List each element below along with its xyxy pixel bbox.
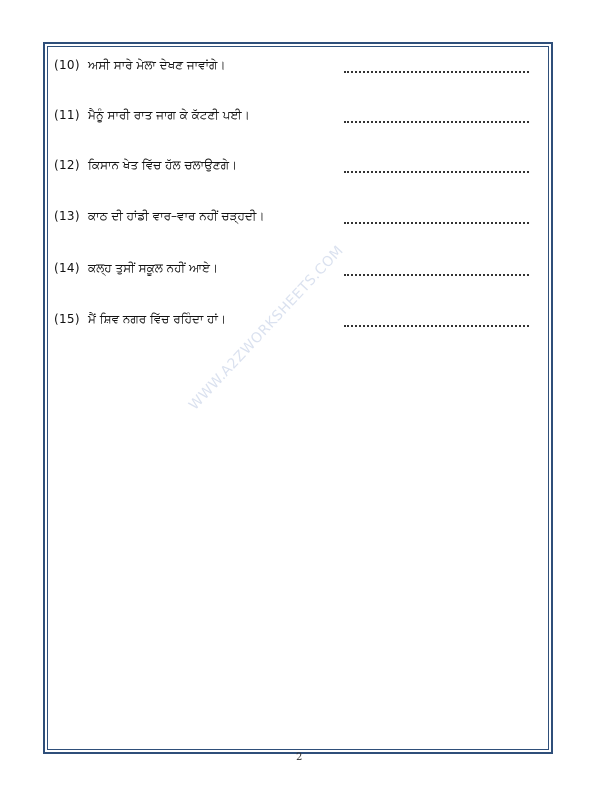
answer-line[interactable]	[344, 212, 529, 224]
answer-line[interactable]	[344, 264, 529, 276]
page-number: 2	[296, 752, 303, 763]
exercise-row	[54, 312, 534, 332]
answer-line[interactable]	[344, 61, 529, 73]
exercise-row	[54, 108, 534, 128]
exercise-row	[54, 209, 534, 229]
exercise-sentence: ਮੈਂ ਸ਼ਿਵ ਨਗਰ ਵਿੱਚ ਰਹਿੰਦਾ ਹਾਂ।	[88, 312, 226, 326]
watermark: WWW.A2ZWORKSHEETS.COM	[186, 242, 347, 414]
exercise-number: (13)	[54, 209, 80, 223]
exercise-row	[54, 158, 534, 178]
answer-line[interactable]	[344, 315, 529, 327]
exercise-number: (14)	[54, 261, 80, 275]
answer-line[interactable]	[344, 161, 529, 173]
exercise-sentence: ਕਿਸਾਨ ਖੇਤ ਵਿੱਚ ਹੱਲ ਚਲਾਉਣਗੇ।	[88, 158, 238, 172]
exercise-sentence: ਕਲ੍ਹ ਤੁਸੀਂ ਸਕੂਲ ਨਹੀਂ ਆਏ।	[88, 261, 219, 275]
exercise-number: (11)	[54, 108, 80, 122]
exercise-sentence: ਮੈਨੂੰ ਸਾਰੀ ਰਾਤ ਜਾਗ ਕੇ ਕੱਟਣੀ ਪਈ।	[88, 108, 250, 122]
page-border-inner	[47, 46, 549, 750]
exercise-row	[54, 261, 534, 281]
exercise-row	[54, 58, 534, 78]
exercise-number: (10)	[54, 58, 80, 72]
exercise-sentence: ਅਸੀ ਸਾਰੇ ਮੇਲਾ ਦੇਖਣ ਜਾਵਾਂਗੇ।	[88, 58, 226, 72]
answer-line[interactable]	[344, 111, 529, 123]
exercise-number: (12)	[54, 158, 80, 172]
exercise-number: (15)	[54, 312, 80, 326]
exercise-sentence: ਕਾਠ ਦੀ ਹਾਂਡੀ ਵਾਰ–ਵਾਰ ਨਹੀਂ ਚੜ੍ਹਦੀ।	[88, 209, 265, 223]
